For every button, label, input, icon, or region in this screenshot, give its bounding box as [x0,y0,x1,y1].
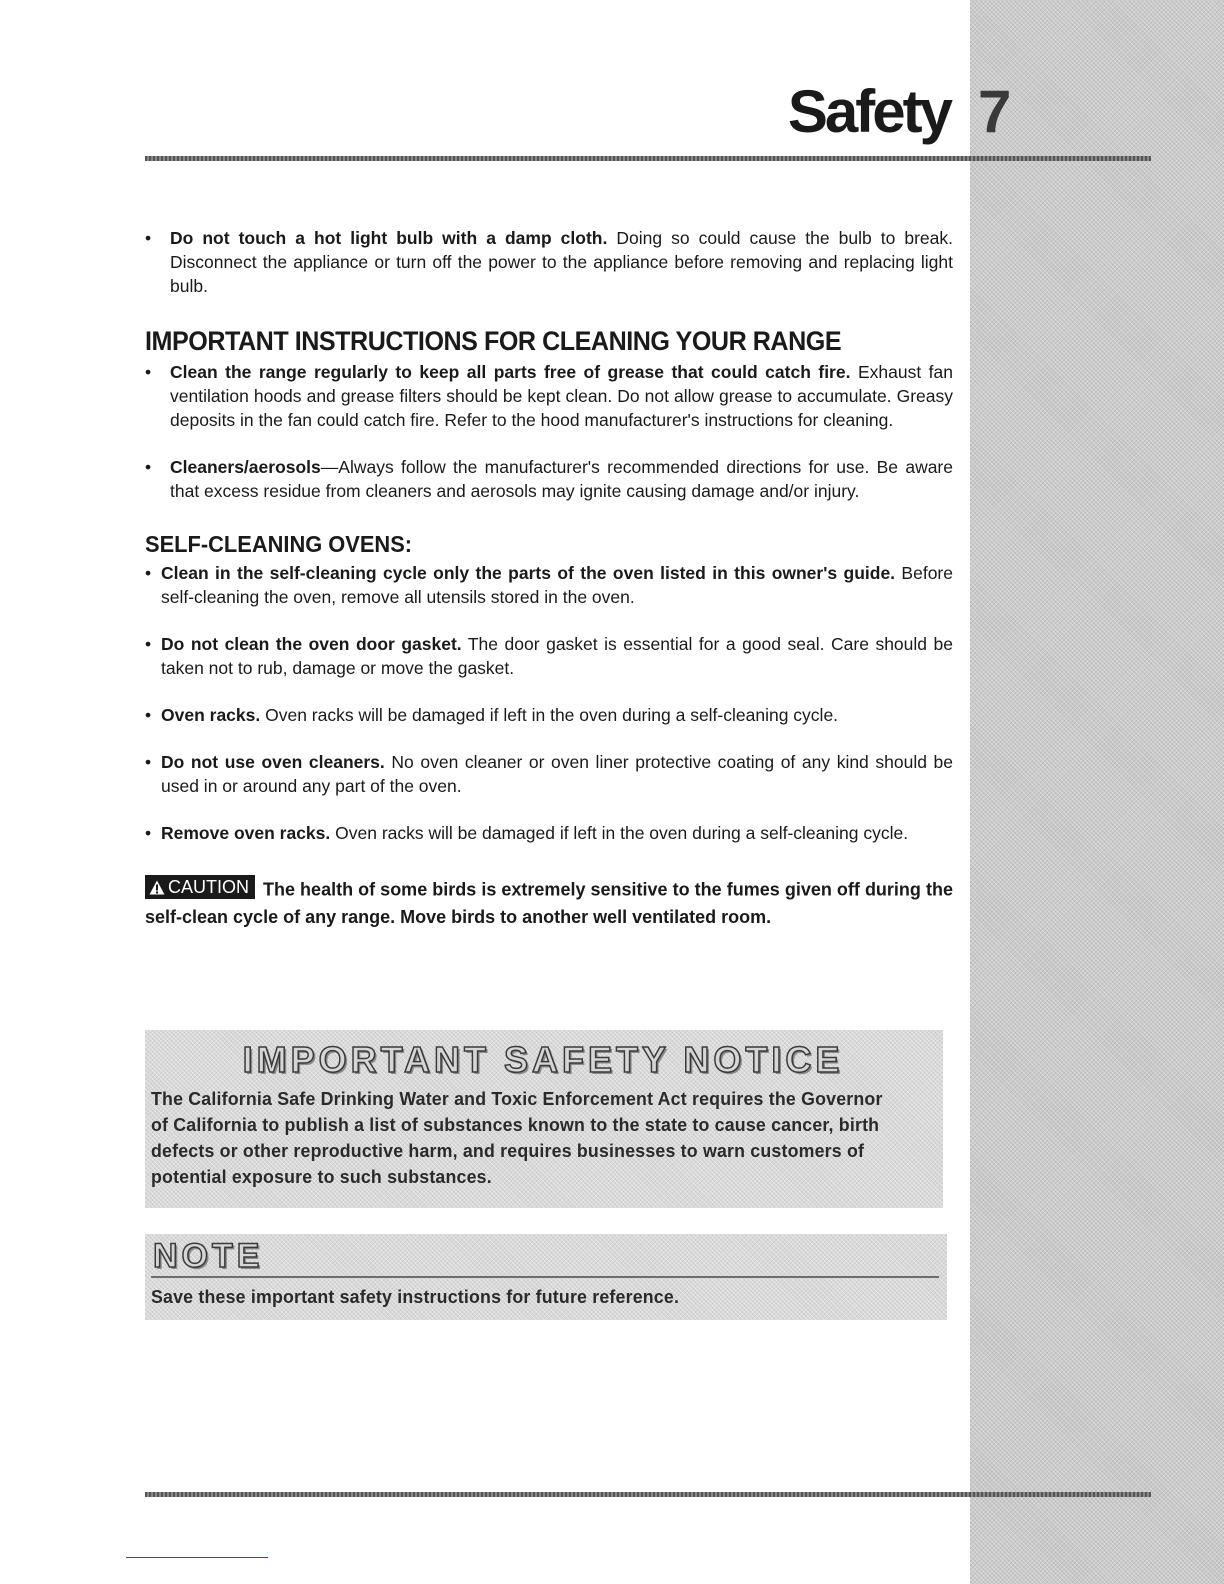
bullet-lead: Clean in the self-cleaning cycle only the parts of the oven listed in this owner's guide. [161,563,896,583]
header-rule [145,156,1151,161]
bullet-text: The door gasket is essential for a good seal. Care should be taken not to rub, damage or move the gasket. [161,634,953,678]
safety-notice-body: The California Safe Drinking Water and Toxic Enforcement Act requires the Governor of California to publish a list of substances known to the state to cause cancer, birth defects or other reproductive harm, and requires businesses to warn customers of potential exposure to such substances. [151,1088,883,1187]
intro-bullet-list [145,226,953,298]
section-heading-self-cleaning: SELF-CLEANING OVENS: [145,531,413,557]
bullet-text: Oven racks will be damaged if left in the oven during a self-cleaning cycle. [330,823,909,843]
cleaning-bullet-list [145,360,953,503]
page-number: 7 [978,78,1012,145]
list-item [145,455,953,503]
bullet-lead: Clean the range regularly to keep all parts free of grease that could catch fire. [170,362,851,382]
important-safety-notice-box [145,1030,943,1208]
list-item [145,360,953,432]
list-item [145,632,953,680]
note-divider [151,1276,939,1278]
section-heading-cleaning: IMPORTANT INSTRUCTIONS FOR CLEANING YOUR RANGE [145,326,842,356]
list-item [145,226,953,298]
list-item [145,750,953,798]
list-item [145,561,953,609]
bullet-text: Oven racks will be damaged if left in the oven during a self-cleaning cycle. [260,705,839,725]
main-content [145,226,953,931]
side-tab-strip [970,0,1224,1584]
bullet-text: Before self-cleaning the oven, remove all utensils stored in the oven. [161,563,953,607]
caution-badge [145,875,255,899]
page-title: Safety [787,78,950,145]
list-item [145,703,953,727]
caution-statement [145,875,953,931]
bullet-text: No oven cleaner or oven liner protective coating of any kind should be used in or around any part of the oven. [161,752,954,796]
bullet-text: Exhaust fan ventilation hoods and grease filters should be kept clean. Do not allow grease to accumulate. Greasy deposits in the fan could catch fire. Refer to the hood manufacturer's instructions for cleaning. [170,362,953,430]
footer-rule [145,1492,1151,1497]
safety-notice-heading: IMPORTANT SAFETY NOTICE [242,1039,844,1080]
caution-text: The health of some birds is extremely sensitive to the fumes given off during the self-clean cycle of any range. Move birds to another well ventilated room. [145,879,953,927]
bullet-text: Doing so could cause the bulb to break. Disconnect the appliance or turn off the power to the appliance before removing and replacing light bulb. [170,228,953,296]
warning-triangle-icon [149,880,165,895]
caution-badge-label: CAUTION [168,877,249,897]
bullet-lead: Do not clean the oven door gasket. [161,634,462,654]
list-item [145,821,953,845]
footer-link-underline [126,1557,268,1558]
note-heading: NOTE [153,1237,264,1275]
bullet-lead: Do not use oven cleaners. [161,752,385,772]
note-body: Save these important safety instructions for future reference. [151,1286,680,1307]
self-cleaning-bullet-list [145,561,953,845]
note-box [145,1234,947,1320]
bullet-text: —Always follow the manufacturer's recommended directions for use. Be aware that excess residue from cleaners and aerosols may ignite causing damage and/or injury. [170,457,953,501]
bullet-lead: Do not touch a hot light bulb with a damp cloth. [170,228,608,248]
bullet-lead: Cleaners/aerosols [170,457,321,477]
bullet-lead: Remove oven racks. [161,823,331,843]
bullet-lead: Oven racks. [161,705,261,725]
